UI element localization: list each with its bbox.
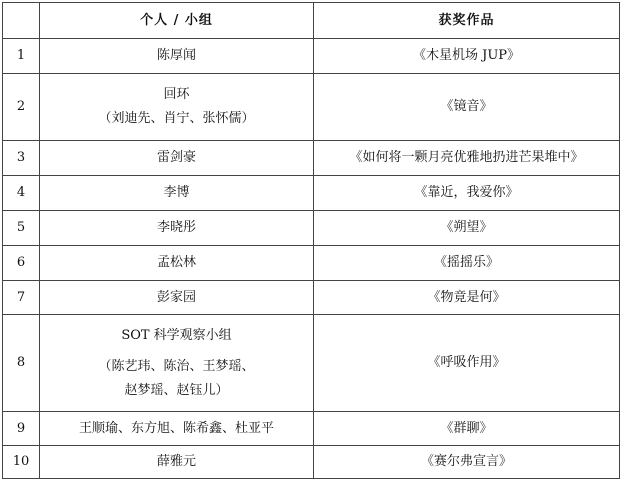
participant-members-continued: 赵梦瑶、赵钰儿）	[124, 382, 229, 398]
participant-name: 雷剑豪	[40, 141, 314, 176]
row-number: 5	[3, 211, 40, 246]
row-number: 3	[3, 141, 40, 176]
table-row	[3, 39, 620, 74]
row-number: 7	[3, 281, 40, 315]
table-header-row	[3, 3, 620, 39]
award-work: 《群聊》	[314, 412, 620, 446]
table-row	[3, 446, 620, 479]
participant-members: （刘迪先、肖宁、张怀儒）	[98, 111, 255, 126]
award-work: 《镜音》	[314, 74, 620, 141]
row-number: 4	[3, 176, 40, 211]
award-work: 《朔望》	[314, 211, 620, 246]
table-row	[3, 74, 620, 141]
participant-cell	[40, 315, 314, 412]
participant-name: 回环	[163, 87, 190, 103]
row-number: 10	[3, 446, 40, 479]
award-work: 《木星机场 JUP》	[314, 39, 620, 74]
table-row	[3, 315, 620, 412]
table-row	[3, 281, 620, 315]
award-table	[2, 2, 620, 479]
row-number: 2	[3, 74, 40, 141]
participant-name: 彭家园	[40, 281, 314, 315]
row-number: 6	[3, 246, 40, 281]
table-row	[3, 246, 620, 281]
table-row	[3, 412, 620, 446]
award-work: 《靠近，我爱你》	[314, 176, 620, 211]
award-work: 《物竟是何》	[314, 281, 620, 315]
header-work: 获奖作品	[314, 3, 620, 39]
award-work: 《如何将一颗月亮优雅地扔进芒果堆中》	[314, 141, 620, 176]
participant-name: 薛雅元	[40, 446, 314, 479]
participant-cell	[40, 74, 314, 141]
award-work: 《呼吸作用》	[314, 315, 620, 412]
table-row	[3, 176, 620, 211]
header-number	[3, 3, 40, 39]
table-row	[3, 141, 620, 176]
award-work: 《赛尔弗宣言》	[314, 446, 620, 479]
row-number: 8	[3, 315, 40, 412]
participant-name: SOT 科学观察小组	[121, 327, 232, 343]
participant-name: 王顺瑜、东方旭、陈希鑫、杜亚平	[40, 412, 314, 446]
row-number: 9	[3, 412, 40, 446]
header-participant: 个人 / 小组	[40, 3, 314, 39]
row-number: 1	[3, 39, 40, 74]
award-work: 《摇摇乐》	[314, 246, 620, 281]
participant-name: 李晓彤	[40, 211, 314, 246]
participant-name: 李博	[40, 176, 314, 211]
participant-name: 陈厚闻	[40, 39, 314, 74]
participant-members: （陈艺玮、陈治、王梦瑶、	[98, 359, 255, 375]
table-row	[3, 211, 620, 246]
participant-name: 孟松林	[40, 246, 314, 281]
